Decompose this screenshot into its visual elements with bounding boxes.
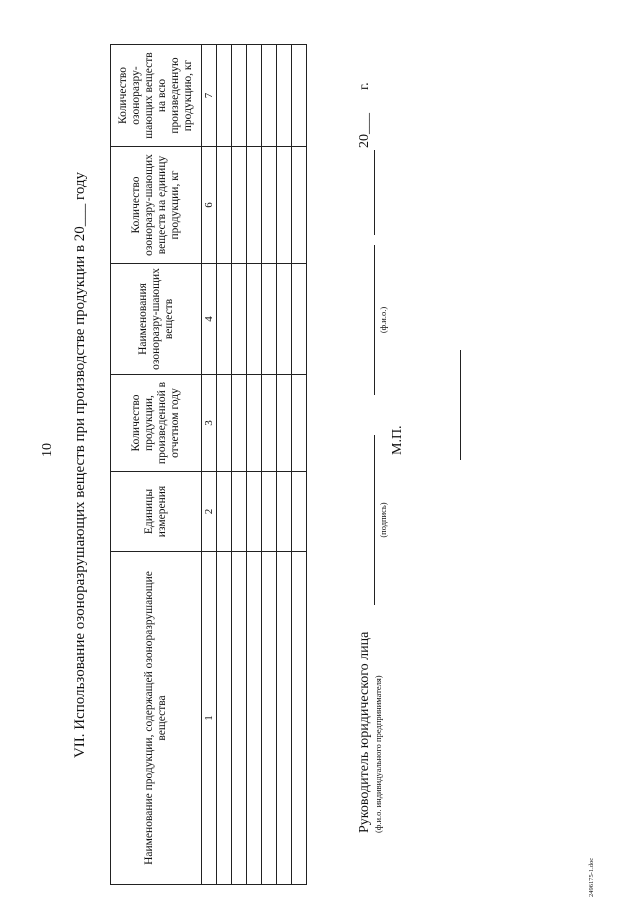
table-cell[interactable] [247,264,262,375]
column-number: 7 [202,45,217,147]
header-ods-per-unit: Количество озоноразру-шающих веществ на единицу продукции, кг [111,147,202,264]
table-cell[interactable] [232,264,247,375]
table-cell[interactable] [247,472,262,552]
column-number: 4 [202,264,217,375]
header-ods-total: Количество озоноразру-шающих веществ на всю произведенную продукцию, кг [111,45,202,147]
table-cell[interactable] [262,375,277,472]
stamp-line [460,350,461,460]
header-units: Единицы измерения [111,472,202,552]
table-cell[interactable] [262,472,277,552]
table-cell[interactable] [217,375,232,472]
table-cell[interactable] [292,147,307,264]
section-title: VII. Использование озоноразрушающих веществ при производстве продукции в 20___ году [72,171,88,759]
table-cell[interactable] [217,264,232,375]
table-header-row [111,45,202,885]
table-cell[interactable] [247,45,262,147]
table-cell[interactable] [262,264,277,375]
table-row [217,45,232,885]
table-cell[interactable] [217,472,232,552]
header-product-name: Наименование продукции, содержащей озоноразрушающие вещества [111,552,202,885]
table-cell[interactable] [232,375,247,472]
signature-title: Руководитель юридического лица [357,631,372,833]
table-cell[interactable] [262,45,277,147]
table-cell[interactable] [232,552,247,885]
name-line[interactable] [374,245,375,395]
table-cell[interactable] [292,264,307,375]
date-suffix: г. [357,82,372,90]
ozone-usage-table [110,44,307,885]
table-cell[interactable] [277,552,292,885]
table-cell[interactable] [292,472,307,552]
table-row [292,45,307,885]
page-number: 10 [40,443,55,457]
table-cell[interactable] [217,147,232,264]
name-caption: (ф.и.о.) [378,306,388,334]
table-cell[interactable] [247,147,262,264]
column-number: 1 [202,552,217,885]
table-cell[interactable] [277,147,292,264]
table-cell[interactable] [262,552,277,885]
table-row [247,45,262,885]
table-cell[interactable] [277,472,292,552]
table-cell[interactable] [277,375,292,472]
column-number: 2 [202,472,217,552]
table-cell[interactable] [232,45,247,147]
table-cell[interactable] [232,147,247,264]
table-cell[interactable] [247,552,262,885]
date-line[interactable] [374,150,375,235]
table-cell[interactable] [292,45,307,147]
column-number: 3 [202,375,217,472]
signature-caption: (подпись) [378,502,388,538]
date-year: 20___ [357,113,372,148]
table-cell[interactable] [292,375,307,472]
header-product-quantity: Количество продукции, произведенной в отчетном году [111,375,202,472]
table-cell[interactable] [217,45,232,147]
signature-line[interactable] [374,435,375,605]
table-cell[interactable] [232,472,247,552]
header-ods-names: Наименования озоноразру-шающих веществ [111,264,202,375]
table-cell[interactable] [277,264,292,375]
stamp-place: М.П. [390,425,405,455]
table-cell[interactable] [247,375,262,472]
table-cell[interactable] [262,147,277,264]
table-row [232,45,247,885]
table-row [262,45,277,885]
signature-subtitle: (ф.и.о. индивидуального предпринимателя) [373,675,383,833]
table-body [217,45,307,885]
table-cell[interactable] [292,552,307,885]
document-filename: 2496175-1.doc [588,857,595,897]
table-cell[interactable] [217,552,232,885]
column-number-row [202,45,217,885]
column-number: 6 [202,147,217,264]
table-row [277,45,292,885]
table-cell[interactable] [277,45,292,147]
